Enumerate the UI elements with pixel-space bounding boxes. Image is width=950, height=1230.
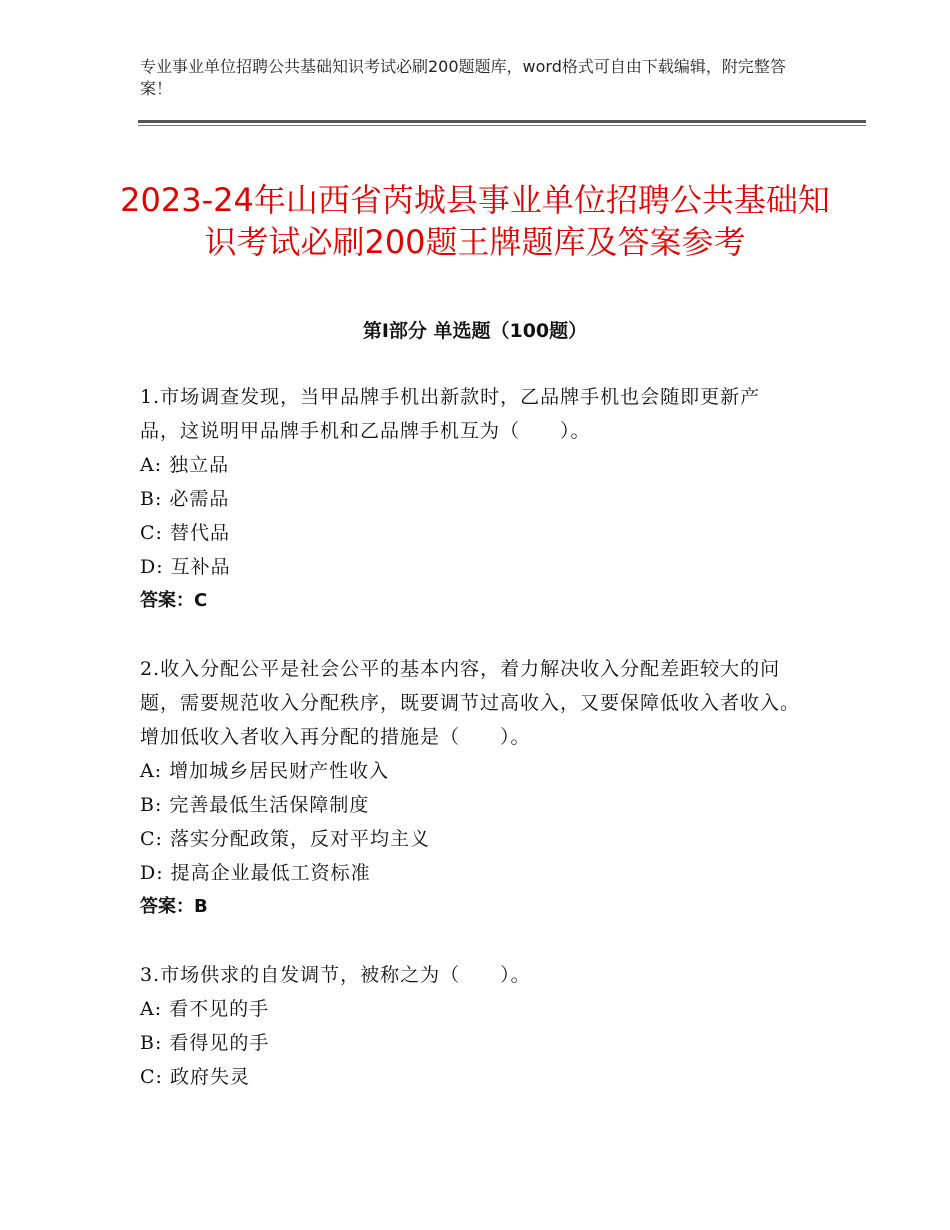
option-b: B: 完善最低生活保障制度 <box>140 794 370 816</box>
option-c: C: 政府失灵 <box>140 1066 250 1088</box>
answer: 答案：B <box>140 896 208 917</box>
question-3 <box>140 958 800 1094</box>
option-d: D: 提高企业最低工资标准 <box>140 862 371 884</box>
option-c: C: 落实分配政策，反对平均主义 <box>140 828 430 850</box>
header-divider-thick <box>138 120 866 123</box>
header-divider-thin <box>138 125 866 126</box>
option-a: A: 独立品 <box>140 454 230 476</box>
document-title: 2023-24年山西省芮城县事业单位招聘公共基础知识考试必刷200题王牌题库及答案参考 <box>120 181 830 262</box>
section-heading: 第Ⅰ部分 单选题（100题） <box>362 320 588 342</box>
option-d: D: 互补品 <box>140 556 231 578</box>
question-list <box>140 380 800 1128</box>
answer: 答案：C <box>140 590 208 611</box>
option-c: C: 替代品 <box>140 522 230 544</box>
question-2 <box>140 652 800 924</box>
option-b: B: 必需品 <box>140 488 230 510</box>
question-1 <box>140 380 800 618</box>
option-a: A: 增加城乡居民财产性收入 <box>140 760 390 782</box>
header-note: 专业事业单位招聘公共基础知识考试必刷200题题库，word格式可自由下载编辑，附完整答案！ <box>140 57 786 98</box>
question-text: 3.市场供求的自发调节，被称之为（ ）。 <box>140 964 531 986</box>
question-text: 2.收入分配公平是社会公平的基本内容，着力解决收入分配差距较大的问题，需要规范收入分配秩序，既要调节过高收入，又要保障低收入者收入。增加低收入者收入再分配的措施是（ ）。 <box>140 658 801 748</box>
option-a: A: 看不见的手 <box>140 998 270 1020</box>
option-b: B: 看得见的手 <box>140 1032 270 1054</box>
question-text: 1.市场调查发现，当甲品牌手机出新款时，乙品牌手机也会随即更新产品，这说明甲品牌手机和乙品牌手机互为（ ）。 <box>140 386 761 442</box>
